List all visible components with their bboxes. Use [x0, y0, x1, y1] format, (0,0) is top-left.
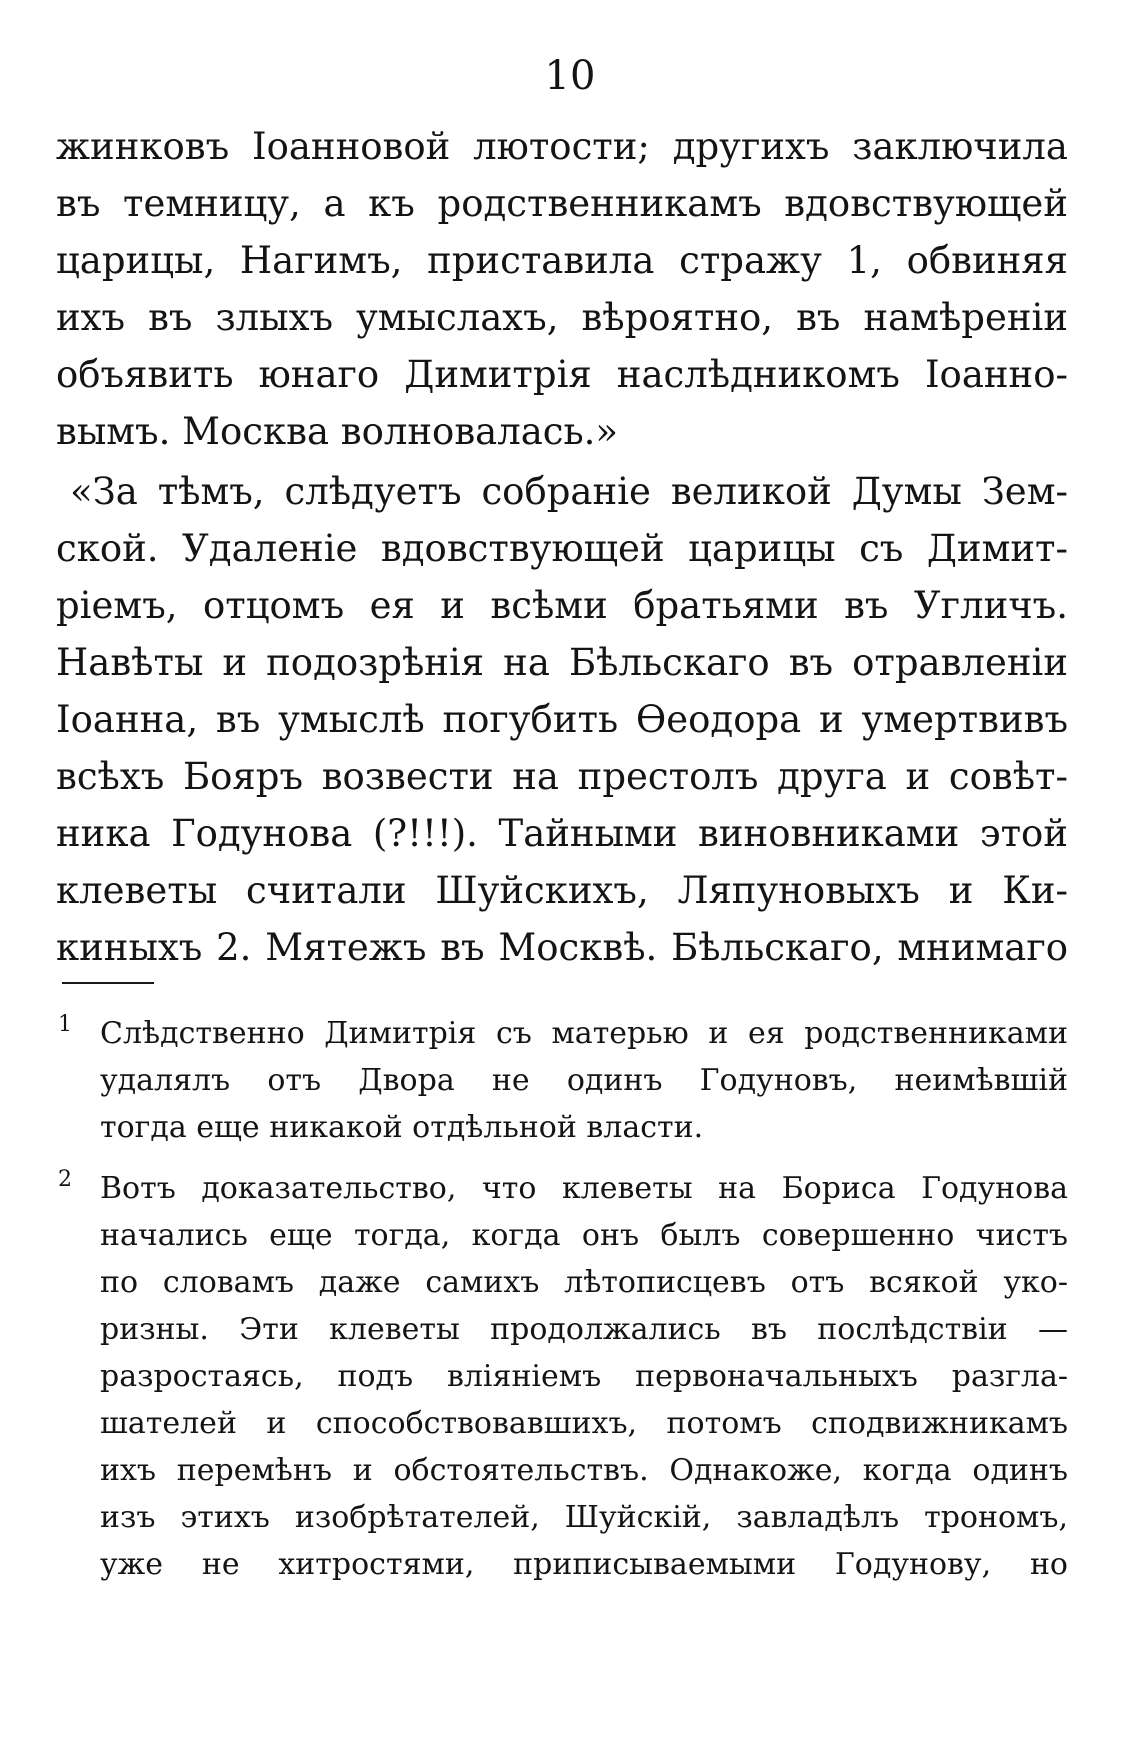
text-line: объявить юнаго Димитрія наслѣдникомъ Іоанно-	[56, 353, 1068, 396]
footnotes	[54, 1010, 1068, 1588]
text-line: ріемъ, отцомъ ея и всѣми братьями въ Угличъ.	[56, 584, 1068, 627]
text-line: въ темницу, а къ родственникамъ вдовствующей	[56, 182, 1068, 225]
text-line: ихъ въ злыхъ умыслахъ, вѣроятно, въ намѣреніи	[56, 296, 1068, 339]
text-line: ника Годунова (?!!!). Тайными виновниками этой	[56, 812, 1068, 855]
footnote-line: ризны. Эти клеветы продолжались въ послѣдствіи —	[100, 1312, 1068, 1347]
main-text	[56, 118, 1068, 976]
footnote-marker: 2	[58, 1167, 72, 1192]
footnote-line: ихъ перемѣнъ и обстоятельствъ. Однакоже, когда одинъ	[100, 1453, 1068, 1488]
footnote-line: разростаясь, подъ вліяніемъ первоначальныхъ разгла-	[100, 1359, 1068, 1394]
text-line: Навѣты и подозрѣнія на Бѣльскаго въ отравленіи	[56, 641, 1068, 684]
footnote-line: Слѣдственно Димитрія съ матерью и ея родственниками	[100, 1016, 1068, 1051]
text-line: всѣхъ Бояръ возвести на престолъ друга и совѣт-	[56, 755, 1068, 798]
footnote-line: по словамъ даже самихъ лѣтописцевъ отъ всякой уко-	[100, 1265, 1068, 1300]
footnote-line: изъ этихъ изобрѣтателей, Шуйскій, завладѣлъ трономъ,	[100, 1500, 1068, 1535]
text-line: ской. Удаленіе вдовствующей царицы съ Димит-	[56, 527, 1068, 570]
footnote-divider	[62, 982, 154, 984]
footnote-1	[54, 1010, 1068, 1151]
text-line: царицы, Нагимъ, приставила стражу 1, обвиняя	[56, 239, 1068, 282]
text-line: жинковъ Іоанновой лютости; другихъ заключила	[56, 125, 1068, 168]
footnote-2	[54, 1165, 1068, 1588]
text-line: киныхъ 2. Мятежъ въ Москвѣ. Бѣльскаго, мнимаго	[56, 926, 1068, 969]
footnote-line: Вотъ доказательство, что клеветы на Бориса Годунова	[100, 1171, 1068, 1206]
footnote-line: удалялъ отъ Двора не одинъ Годуновъ, неимѣвшій	[100, 1063, 1068, 1098]
text-line: клеветы считали Шуйскихъ, Ляпуновыхъ и Ки-	[56, 869, 1068, 912]
text-line: «За тѣмъ, слѣдуетъ собраніе великой Думы Зем-	[70, 470, 1068, 513]
footnote-marker: 1	[58, 1012, 72, 1037]
text-line: Іоанна, въ умыслѣ погубить Ѳеодора и умертвивъ	[56, 698, 1068, 741]
text-line: вымъ. Москва волновалась.»	[56, 410, 619, 453]
footnote-line: начались еще тогда, когда онъ былъ совершенно чистъ	[100, 1218, 1068, 1253]
page-number: 10	[544, 53, 596, 99]
footnote-line: уже не хитростями, приписываемыми Годунову, но	[100, 1547, 1068, 1582]
footnote-line: шателей и способствовавшихъ, потомъ сподвижникамъ	[100, 1406, 1068, 1441]
footnote-line: тогда еще никакой отдѣльной власти.	[100, 1110, 704, 1145]
